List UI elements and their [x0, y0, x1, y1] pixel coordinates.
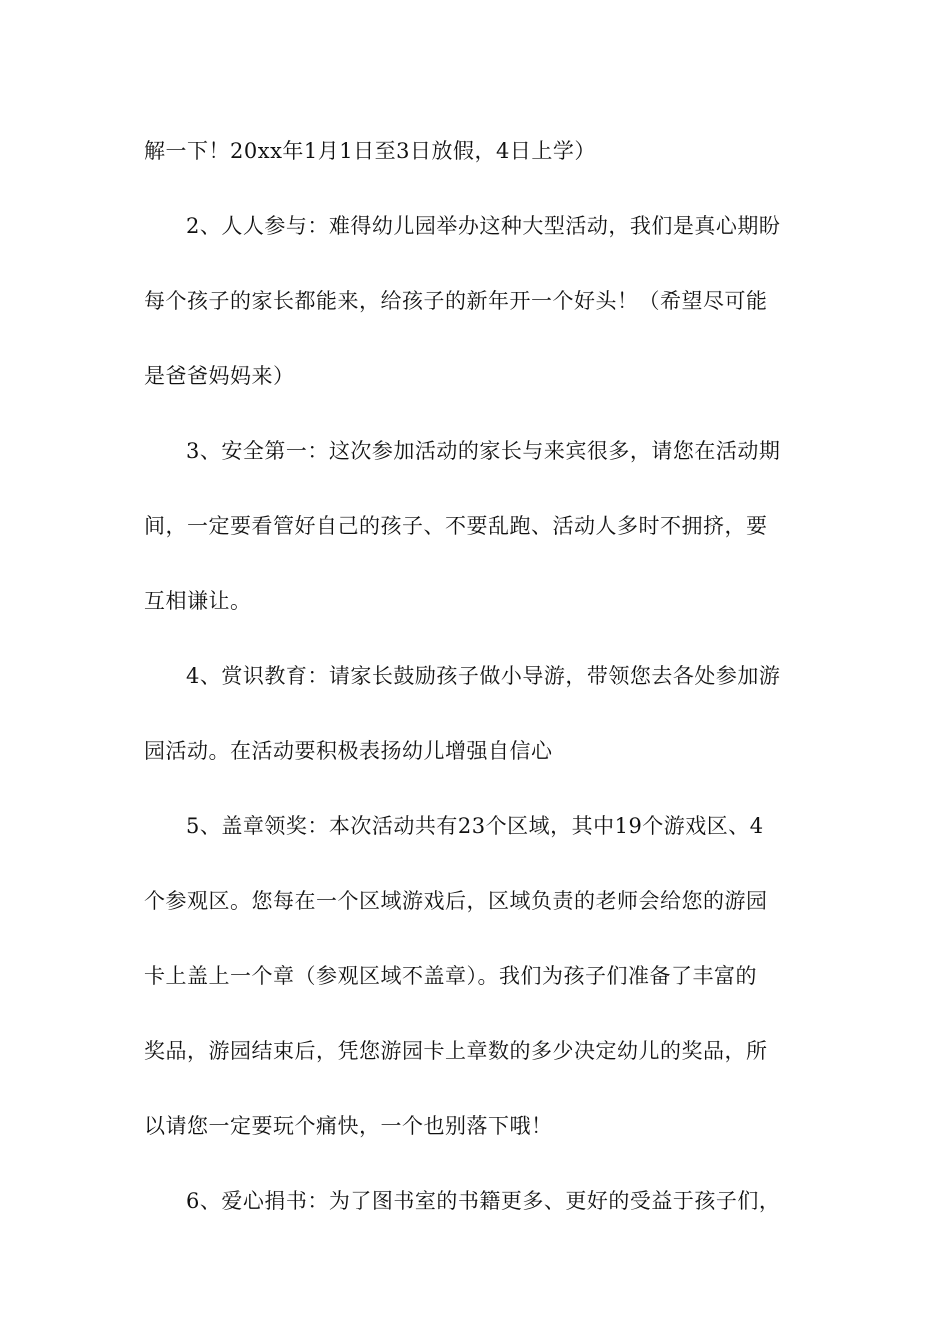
text-line: 个参观区。您每在一个区域游戏后，区域负责的老师会给您的游园 [144, 889, 768, 913]
text-line: 园活动。在活动要积极表扬幼儿增强自信心 [144, 739, 553, 763]
text-line: 互相谦让。 [144, 589, 252, 613]
text-line: 6、爱心捐书：为了图书室的书籍更多、更好的受益于孩子们， [186, 1189, 781, 1213]
text-line: 2、人人参与：难得幼儿园举办这种大型活动，我们是真心期盼 [186, 214, 781, 238]
text-line: 5、盖章领奖：本次活动共有23个区域，其中19个游戏区、4 [186, 814, 764, 838]
text-line: 3、安全第一：这次参加活动的家长与来宾很多，请您在活动期 [186, 439, 781, 463]
text-line: 4、赏识教育：请家长鼓励孩子做小导游，带领您去各处参加游 [186, 664, 781, 688]
text-line: 奖品，游园结束后，凭您游园卡上章数的多少决定幼儿的奖品，所 [144, 1039, 768, 1063]
text-line: 是爸爸妈妈来） [144, 364, 295, 388]
text-line: 间，一定要看管好自己的孩子、不要乱跑、活动人多时不拥挤，要 [144, 514, 768, 538]
text-line: 每个孩子的家长都能来，给孩子的新年开一个好头！（希望尽可能 [144, 289, 768, 313]
text-line: 以请您一定要玩个痛快，一个也别落下哦！ [144, 1114, 553, 1138]
text-line: 卡上盖上一个章（参观区域不盖章）。我们为孩子们准备了丰富的 [144, 964, 757, 988]
text-line: 解一下！20xx年1月1日至3日放假，4日上学） [144, 139, 596, 163]
